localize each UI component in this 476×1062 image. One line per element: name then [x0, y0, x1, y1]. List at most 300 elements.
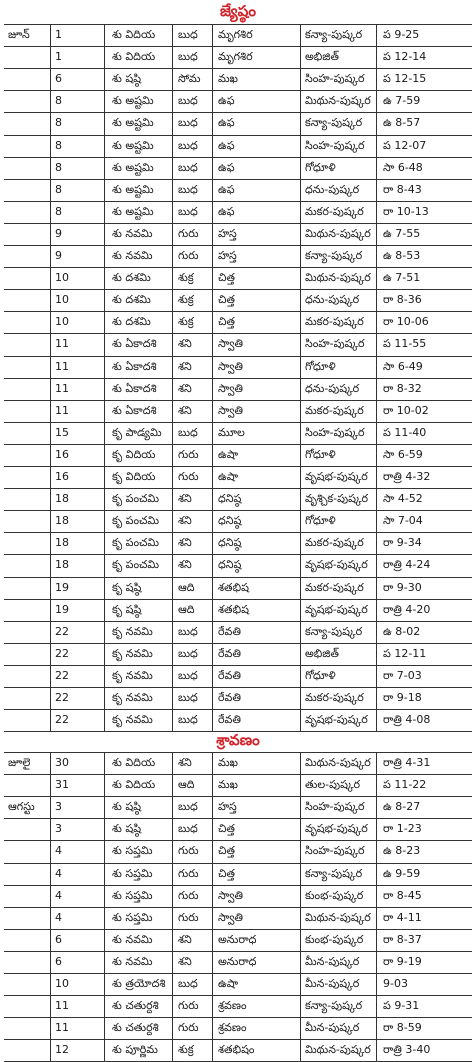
- table-row: [0, 665, 476, 687]
- cell-star: ఉఫ: [218, 94, 235, 108]
- cell-star: చిత్త: [218, 866, 235, 880]
- cell-star: రేవతి: [218, 713, 241, 727]
- cell-time: రా 9-34: [383, 536, 422, 550]
- table-row: [0, 267, 476, 289]
- cell-star: స్వాతి: [218, 910, 243, 924]
- cell-date: 16: [55, 447, 69, 461]
- cell-date: 22: [55, 668, 69, 682]
- cell-tithi: కృ పంచమి: [112, 536, 160, 550]
- table-row: [0, 554, 476, 576]
- cell-star: మఖ: [218, 756, 238, 769]
- cell-day: బుధ: [178, 977, 198, 990]
- cell-day: బుధ: [178, 668, 198, 682]
- cell-day: శని: [178, 536, 192, 550]
- cell-lagna: మకర-పుష్కర: [305, 315, 364, 329]
- cell-day: శని: [178, 514, 192, 528]
- cell-day: గురు: [178, 844, 199, 858]
- cell-date: 18: [55, 514, 69, 528]
- cell-time: ఉ 8-57: [383, 116, 421, 130]
- cell-star: ఉఫ: [218, 116, 235, 130]
- cell-star: శ్రవణం: [218, 999, 247, 1013]
- cell-time: ప 11-40: [383, 425, 427, 439]
- cell-date: 8: [55, 116, 62, 130]
- cell-date: 11: [55, 403, 69, 417]
- cell-tithi: శు ఏకాదశి: [112, 337, 157, 351]
- cell-star: ఉషా: [218, 447, 239, 461]
- cell-time: రాత్రి 4-32: [383, 470, 431, 483]
- cell-time: ప 12-07: [383, 138, 427, 152]
- cell-time: రా 4-11: [383, 910, 422, 924]
- cell-tithi: శు దశమి: [112, 293, 151, 307]
- table-row: [0, 356, 476, 378]
- table-row: [0, 532, 476, 554]
- cell-day: బుధ: [178, 822, 198, 836]
- cell-day: బుధ: [178, 160, 198, 174]
- table-row: [0, 840, 476, 862]
- cell-time: రా 10-02: [383, 403, 429, 417]
- table-row: [0, 1017, 476, 1039]
- cell-time: రాత్రి 4-24: [383, 558, 431, 572]
- cell-day: బుధ: [178, 94, 198, 108]
- section-heading: జ్యేష్ఠం: [220, 2, 256, 20]
- cell-tithi: శు అష్టమి: [112, 160, 154, 174]
- table-row: [0, 709, 476, 731]
- cell-day: శని: [178, 954, 192, 968]
- cell-star: ఉఫ: [218, 138, 235, 152]
- cell-lagna: వృషభ-పుష్కర: [305, 470, 368, 483]
- cell-tithi: కృ విదియ: [112, 447, 156, 461]
- cell-star: శతభిష: [218, 602, 249, 616]
- cell-time: రా 9-19: [383, 954, 422, 968]
- cell-date: 9: [55, 226, 62, 240]
- cell-time: సా 6-49: [383, 359, 423, 373]
- cell-lagna: కన్యా-పుష్కర: [305, 624, 363, 638]
- table-row: [0, 466, 476, 488]
- cell-time: రాత్రి 4-20: [383, 602, 431, 616]
- table-row: [0, 796, 476, 818]
- table-row: [0, 577, 476, 599]
- cell-date: 15: [55, 425, 69, 439]
- cell-day: బుధ: [178, 204, 198, 218]
- cell-lagna: కన్యా-పుష్కర: [305, 999, 363, 1013]
- cell-date: 9: [55, 249, 62, 262]
- cell-date: 11: [55, 999, 69, 1013]
- cell-time: సా 7-04: [383, 514, 423, 528]
- cell-lagna: వృషభ-పుష్కర: [305, 602, 368, 616]
- table-row: [0, 422, 476, 444]
- cell-date: 11: [55, 359, 69, 373]
- table-row: [0, 68, 476, 90]
- cell-time: ప 9-31: [383, 999, 420, 1013]
- cell-star: అనురాధ: [218, 932, 257, 946]
- table-row: [0, 510, 476, 532]
- cell-day: శని: [178, 558, 192, 572]
- cell-date: 1: [55, 28, 62, 41]
- cell-day: సోమ: [178, 72, 201, 86]
- cell-date: 8: [55, 182, 62, 196]
- table-row: [0, 400, 476, 422]
- cell-star: మఖ: [218, 778, 238, 792]
- cell-date: 4: [55, 866, 62, 880]
- table-row: [0, 951, 476, 973]
- table-row: [0, 929, 476, 951]
- cell-date: 6: [55, 72, 62, 86]
- cell-lagna: సింహ-పుష్కర: [305, 72, 365, 86]
- cell-day: శని: [178, 381, 192, 395]
- table-row: [0, 46, 476, 68]
- cell-star: హస్త: [218, 800, 237, 814]
- cell-lagna: సింహ-పుష్కర: [305, 337, 365, 351]
- cell-tithi: శు సప్తమి: [112, 866, 153, 880]
- cell-date: 3: [55, 800, 62, 814]
- cell-tithi: శు అష్టమి: [112, 182, 154, 196]
- cell-day: బుధ: [178, 691, 198, 704]
- cell-tithi: శు చతుర్దశి: [112, 999, 159, 1013]
- cell-lagna: మీన-పుష్కర: [305, 1021, 360, 1035]
- cell-tithi: కృ విదియ: [112, 470, 156, 483]
- table-row: [0, 599, 476, 621]
- cell-tithi: శు నవమి: [112, 249, 153, 262]
- cell-tithi: శు షష్ఠి: [112, 72, 142, 86]
- table-row: [0, 179, 476, 201]
- cell-tithi: శు దశమి: [112, 271, 151, 285]
- cell-tithi: శు విదియ: [112, 778, 156, 792]
- cell-lagna: మకర-పుష్కర: [305, 403, 364, 417]
- table-row: [0, 90, 476, 112]
- cell-day: గురు: [178, 866, 199, 880]
- cell-date: 22: [55, 691, 69, 704]
- cell-star: మృగశిర: [218, 50, 253, 64]
- table-row: [0, 995, 476, 1017]
- cell-time: రా 7-03: [383, 668, 422, 682]
- cell-tithi: కృ నవమి: [112, 668, 153, 682]
- cell-lagna: గోధూళి: [305, 514, 336, 528]
- cell-day: బుధ: [178, 713, 198, 727]
- table-row: [0, 643, 476, 665]
- cell-day: గురు: [178, 249, 199, 262]
- cell-lagna: వృశ్చిక-పుష్కర: [305, 492, 369, 506]
- table-row: [0, 973, 476, 995]
- cell-lagna: మకర-పుష్కర: [305, 204, 364, 218]
- cell-date: 10: [55, 977, 69, 990]
- cell-star: రేవతి: [218, 668, 241, 682]
- cell-time: ప 11-55: [383, 337, 427, 351]
- cell-day: గురు: [178, 226, 199, 240]
- cell-time: రా 8-45: [383, 888, 422, 902]
- cell-date: 8: [55, 138, 62, 152]
- cell-date: 10: [55, 271, 69, 285]
- cell-month: జూలై: [8, 756, 31, 769]
- cell-tithi: శు దశమి: [112, 315, 151, 329]
- cell-lagna: కన్యా-పుష్కర: [305, 116, 363, 130]
- cell-time: ఉ 7-55: [383, 226, 421, 240]
- cell-day: గురు: [178, 1021, 199, 1035]
- cell-date: 22: [55, 646, 69, 660]
- cell-star: మూల: [218, 425, 245, 439]
- cell-date: 10: [55, 315, 69, 329]
- cell-tithi: కృ పంచమి: [112, 558, 160, 572]
- cell-day: బుధ: [178, 50, 198, 64]
- cell-date: 12: [55, 1043, 69, 1057]
- cell-lagna: మిథున-పుష్కర: [305, 910, 371, 924]
- cell-tithi: కృ పంచమి: [112, 492, 160, 506]
- cell-tithi: కృ నవమి: [112, 691, 153, 704]
- cell-date: 11: [55, 1021, 69, 1035]
- table-row: [0, 378, 476, 400]
- cell-time: రా 9-30: [383, 580, 422, 594]
- cell-time: ఉ 8-23: [383, 844, 421, 858]
- cell-time: రా 8-37: [383, 932, 422, 946]
- cell-time: ఉ 7-59: [383, 94, 421, 108]
- cell-date: 16: [55, 470, 69, 483]
- cell-day: బుధ: [178, 800, 198, 814]
- cell-date: 6: [55, 954, 62, 968]
- cell-star: ఉఫ: [218, 160, 235, 174]
- cell-tithi: కృ పాడ్యమి: [112, 425, 162, 439]
- cell-tithi: శు నవమి: [112, 932, 153, 946]
- cell-date: 22: [55, 624, 69, 638]
- cell-star: చిత్త: [218, 271, 235, 285]
- table-row: [0, 818, 476, 840]
- cell-day: గురు: [178, 888, 199, 902]
- cell-date: 8: [55, 204, 62, 218]
- cell-star: ఉఫ: [218, 204, 235, 218]
- cell-star: శతభిషం: [218, 1043, 255, 1057]
- cell-tithi: కృ నవమి: [112, 713, 153, 727]
- cell-star: ధనిష్ఠ: [218, 536, 242, 550]
- cell-tithi: శు అష్టమి: [112, 94, 154, 108]
- cell-date: 10: [55, 293, 69, 307]
- cell-lagna: మీన-పుష్కర: [305, 977, 360, 990]
- cell-lagna: వృషభ-పుష్కర: [305, 822, 368, 836]
- cell-date: 18: [55, 536, 69, 550]
- cell-star: అనురాధ: [218, 954, 257, 968]
- cell-lagna: సింహ-పుష్కర: [305, 425, 365, 439]
- cell-lagna: మిథున-పుష్కర: [305, 1043, 371, 1057]
- cell-tithi: శు విదియ: [112, 756, 156, 769]
- cell-star: రేవతి: [218, 646, 241, 660]
- cell-day: శని: [178, 359, 192, 373]
- cell-day: గురు: [178, 910, 199, 924]
- cell-star: మఖ: [218, 72, 238, 86]
- cell-lagna: వృషభ-పుష్కర: [305, 558, 368, 572]
- table-row: [0, 687, 476, 709]
- cell-star: ఉషా: [218, 977, 239, 990]
- cell-date: 6: [55, 932, 62, 946]
- cell-tithi: శు అష్టమి: [112, 138, 154, 152]
- cell-tithi: శు విదియ: [112, 50, 156, 64]
- cell-tithi: శు ఏకాదశి: [112, 403, 157, 417]
- cell-time: ప 12-11: [383, 646, 427, 660]
- cell-day: శని: [178, 403, 192, 417]
- cell-lagna: మకర-పుష్కర: [305, 691, 364, 704]
- cell-date: 19: [55, 580, 69, 594]
- cell-tithi: శు ఏకాదశి: [112, 359, 157, 373]
- cell-lagna: మీన-పుష్కర: [305, 954, 360, 968]
- cell-star: ఉషా: [218, 470, 239, 483]
- cell-time: రాత్రి 4-31: [383, 756, 431, 769]
- cell-time: రాత్రి 4-08: [383, 713, 431, 727]
- cell-tithi: శు చతుర్దశి: [112, 1021, 159, 1035]
- cell-tithi: శు షష్ఠి: [112, 800, 142, 814]
- cell-lagna: గోధూళి: [305, 447, 336, 461]
- cell-star: శ్రవణం: [218, 1021, 247, 1035]
- cell-tithi: కృ నవమి: [112, 646, 153, 660]
- cell-time: సా 6-48: [383, 160, 423, 174]
- cell-star: హస్త: [218, 249, 237, 262]
- table-row: [0, 289, 476, 311]
- cell-lagna: గోధూళి: [305, 668, 336, 682]
- cell-day: శని: [178, 492, 192, 506]
- cell-lagna: మకర-పుష్కర: [305, 536, 364, 550]
- table-row: [0, 157, 476, 179]
- cell-tithi: కృ షష్ఠి: [112, 580, 142, 594]
- cell-day: శని: [178, 756, 192, 769]
- table-row: [0, 333, 476, 355]
- table-row: [0, 112, 476, 134]
- cell-time: రా 8-59: [383, 1021, 422, 1035]
- cell-day: బుధ: [178, 624, 198, 638]
- table-row: [0, 1039, 476, 1061]
- cell-tithi: శు షష్ఠి: [112, 822, 142, 836]
- cell-time: రా 8-32: [383, 381, 422, 395]
- table-row: [0, 245, 476, 267]
- cell-tithi: శు ఏకాదశి: [112, 381, 157, 395]
- cell-tithi: శు సప్తమి: [112, 888, 153, 902]
- cell-star: రేవతి: [218, 691, 241, 704]
- cell-date: 18: [55, 558, 69, 572]
- cell-lagna: గోధూళి: [305, 359, 336, 373]
- cell-tithi: శు నవమి: [112, 226, 153, 240]
- cell-time: ఉ 8-27: [383, 800, 421, 814]
- cell-date: 4: [55, 844, 62, 858]
- cell-day: గురు: [178, 999, 199, 1013]
- cell-star: హస్త: [218, 226, 237, 240]
- cell-lagna: సింహ-పుష్కర: [305, 138, 365, 152]
- cell-time: రాత్రి 3-40: [383, 1043, 431, 1057]
- cell-time: ఉ 7-51: [383, 271, 421, 285]
- cell-day: శుక్ర: [178, 1043, 194, 1057]
- cell-date: 19: [55, 602, 69, 616]
- cell-day: ఆది: [178, 778, 195, 792]
- cell-lagna: కుంభ-పుష్కర: [305, 888, 364, 902]
- cell-lagna: కన్యా-పుష్కర: [305, 249, 363, 262]
- cell-day: బుధ: [178, 425, 198, 439]
- table-row: [0, 752, 476, 774]
- cell-star: స్వాతి: [218, 359, 243, 373]
- table-row: [0, 488, 476, 510]
- cell-time: ప 9-25: [383, 28, 420, 41]
- cell-day: గురు: [178, 470, 199, 483]
- cell-lagna: అభిజిత్: [305, 646, 339, 660]
- cell-lagna: ధను-పుష్కర: [305, 293, 360, 307]
- cell-lagna: మిథున-పుష్కర: [305, 271, 371, 285]
- cell-tithi: శు విదియ: [112, 28, 156, 41]
- cell-day: బుధ: [178, 28, 198, 41]
- cell-lagna: మిథున-పుష్కర: [305, 94, 371, 108]
- cell-lagna: తుల-పుష్కర: [305, 778, 361, 792]
- cell-star: చిత్త: [218, 315, 235, 329]
- cell-time: రా 10-13: [383, 204, 429, 218]
- cell-star: స్వాతి: [218, 888, 243, 902]
- cell-lagna: అభిజిత్: [305, 50, 339, 64]
- cell-day: శని: [178, 337, 192, 351]
- cell-star: రేవతి: [218, 624, 241, 638]
- cell-day: శుక్ర: [178, 293, 194, 307]
- cell-star: శతభిష: [218, 580, 249, 594]
- cell-star: చిత్త: [218, 822, 235, 836]
- cell-date: 22: [55, 713, 69, 727]
- cell-date: 4: [55, 888, 62, 902]
- table-row: [0, 885, 476, 907]
- table-row: [0, 621, 476, 643]
- cell-star: ధనిష్ఠ: [218, 492, 242, 506]
- cell-star: స్వాతి: [218, 403, 243, 417]
- cell-date: 3: [55, 822, 62, 836]
- cell-date: 31: [55, 778, 69, 792]
- cell-time: రా 1-23: [383, 822, 422, 836]
- cell-day: బుధ: [178, 646, 198, 660]
- cell-lagna: సింహ-పుష్కర: [305, 844, 365, 858]
- cell-tithi: కృ పంచమి: [112, 514, 160, 528]
- table-row: [0, 223, 476, 245]
- cell-time: ప 12-14: [383, 50, 427, 64]
- cell-time: రా 8-36: [383, 293, 422, 307]
- table-row: [0, 311, 476, 333]
- cell-day: శుక్ర: [178, 271, 194, 285]
- table-row: [0, 774, 476, 796]
- cell-day: బుధ: [178, 138, 198, 152]
- cell-date: 11: [55, 337, 69, 351]
- cell-day: గురు: [178, 447, 199, 461]
- cell-time: రా 9-18: [383, 691, 422, 704]
- table-row: [0, 863, 476, 885]
- table-row: [0, 907, 476, 929]
- cell-lagna: కుంభ-పుష్కర: [305, 932, 364, 946]
- cell-lagna: ధను-పుష్కర: [305, 381, 360, 395]
- cell-date: 11: [55, 381, 69, 395]
- cell-tithi: కృ నవమి: [112, 624, 153, 638]
- cell-time: ఉ 8-53: [383, 249, 421, 262]
- cell-star: స్వాతి: [218, 381, 243, 395]
- cell-lagna: కన్యా-పుష్కర: [305, 28, 363, 41]
- table-row: [0, 24, 476, 46]
- table-row: [0, 444, 476, 466]
- cell-lagna: గోధూళి: [305, 160, 336, 174]
- cell-day: శని: [178, 932, 192, 946]
- cell-time: సా 6-59: [383, 447, 423, 461]
- cell-day: ఆది: [178, 580, 195, 594]
- cell-date: 4: [55, 910, 62, 924]
- cell-lagna: మిథున-పుష్కర: [305, 226, 371, 240]
- cell-tithi: శు అష్టమి: [112, 204, 154, 218]
- cell-date: 1: [55, 50, 62, 64]
- cell-star: ధనిష్ఠ: [218, 514, 242, 528]
- cell-lagna: ధను-పుష్కర: [305, 182, 360, 196]
- cell-tithi: శు పూర్ణిమ: [112, 1043, 158, 1057]
- cell-tithi: శు నవమి: [112, 954, 153, 968]
- cell-star: ధనిష్ఠ: [218, 558, 242, 572]
- cell-time: ఉ 9-59: [383, 866, 421, 880]
- cell-tithi: శు త్రయోదశి: [112, 977, 166, 990]
- cell-time: రా 8-43: [383, 182, 422, 196]
- cell-day: బుధ: [178, 116, 198, 130]
- cell-lagna: వృషభ-పుష్కర: [305, 713, 368, 727]
- cell-star: చిత్త: [218, 293, 235, 307]
- cell-time: 9-03: [383, 977, 408, 990]
- cell-star: చిత్త: [218, 844, 235, 858]
- cell-tithi: కృ షష్ఠి: [112, 602, 142, 616]
